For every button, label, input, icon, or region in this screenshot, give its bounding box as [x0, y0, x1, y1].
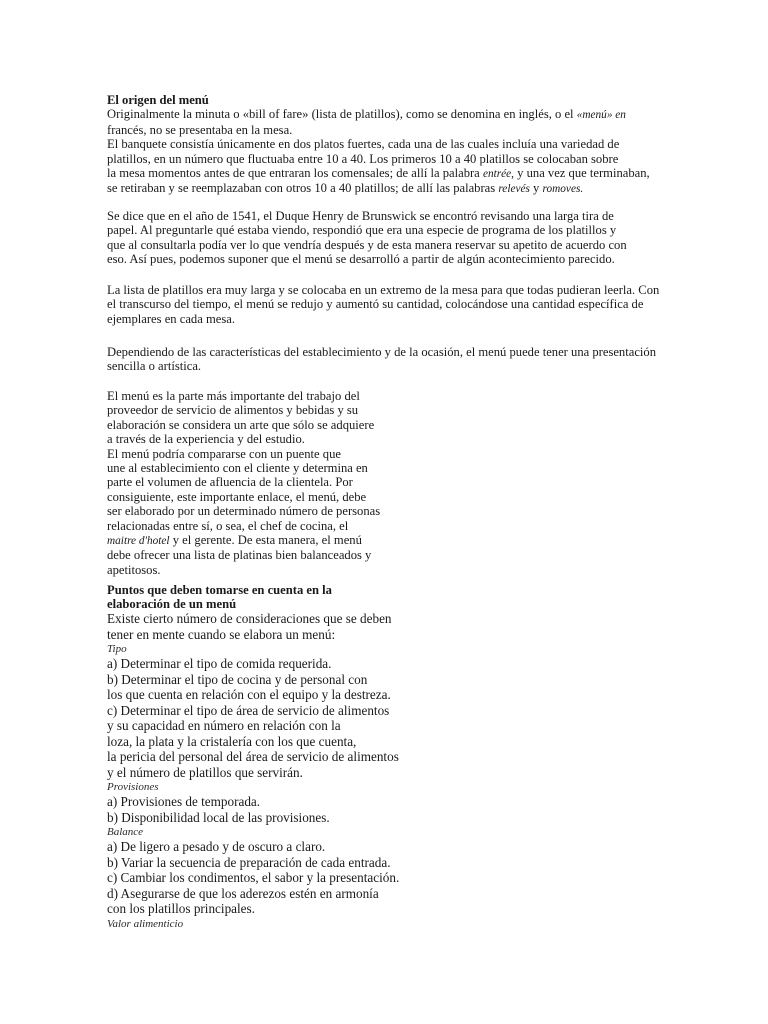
- text-run: y el gerente. De esta manera, el menú: [169, 533, 362, 548]
- text-line: Existe cierto número de consideraciones que se deben: [107, 611, 392, 626]
- text-line: que al consultarla podía ver lo que vendría después y de esta manera reservar su apetito de acuerdo con: [107, 237, 627, 252]
- intro-section: [107, 93, 650, 197]
- italic-run: maitre d'hotel: [107, 535, 170, 548]
- page-title: El origen del menú: [107, 93, 209, 107]
- text-line: [107, 166, 650, 181]
- list-item: con los platillos principales.: [107, 901, 255, 916]
- text-line: debe ofrecer una lista de platinas bien balanceados y: [107, 548, 372, 563]
- text-line: consiguiente, este importante enlace, el menú, debe: [107, 489, 367, 504]
- text-line: francés, no se presentaba en la mesa.: [107, 122, 293, 137]
- italic-run: romoves.: [542, 183, 584, 196]
- text-line: La lista de platillos era muy larga y se colocaba en un extremo de la mesa para que todas pudieran leerla. Con: [107, 283, 660, 297]
- subheading-valor: Valor alimenticio: [107, 917, 184, 930]
- text-line: elaboración se considera un arte que sólo se adquiere: [107, 417, 375, 432]
- text-line: el transcurso del tiempo, el menú se redujo y aumentó su cantidad, colocándose una cantidad específica de: [107, 297, 644, 312]
- text-line: ser elaborado por un determinado número de personas: [107, 504, 381, 519]
- list-item: d) Asegurarse de que los aderezos estén en armonía: [107, 885, 379, 901]
- text-line: relacionadas entre sí, o sea, el chef de cocina, el: [107, 518, 349, 533]
- list-item: y el número de platillos que servirán.: [107, 764, 303, 780]
- list-item: b) Variar la secuencia de preparación de cada entrada.: [107, 854, 391, 870]
- text-run: se retiraban y se reemplazaban con otros 10 a 40 platillos; de allí las palabras: [107, 181, 499, 196]
- text-line: El menú podría compararse con un puente que: [107, 446, 341, 461]
- considerations-section: [107, 611, 399, 931]
- paragraph-importance: [107, 389, 380, 577]
- text-run: la mesa momentos antes de que entraran los comensales; de allí la palabra: [107, 166, 483, 181]
- heading-line: Puntos que deben tomarse en cuenta en la: [107, 583, 332, 597]
- text-line: une al establecimiento con el cliente y determina en: [107, 461, 368, 476]
- list-item: a) De ligero a pesado y de oscuro a claro.: [107, 839, 326, 854]
- text-line: [107, 107, 650, 122]
- list-item: c) Cambiar los condimentos, el sabor y la presentación.: [107, 870, 400, 885]
- text-run: Originalmente la minuta o «bill of fare» (lista de platillos), como se denomina en inglés, o el: [107, 107, 577, 122]
- text-line: a través de la experiencia y del estudio.: [107, 432, 305, 447]
- text-line: El menú es la parte más importante del trabajo del: [107, 389, 360, 403]
- text-line: apetitosos.: [107, 562, 161, 577]
- list-item: la pericia del personal del área de servicio de alimentos: [107, 749, 399, 764]
- text-line: sencilla o artística.: [107, 359, 202, 374]
- italic-run: «menú» en: [576, 109, 626, 122]
- text-line: [107, 181, 650, 196]
- paragraph-duke: [107, 209, 627, 267]
- paragraph-list: [107, 283, 659, 326]
- section-heading: [107, 583, 332, 612]
- subheading-provisiones: Provisiones: [107, 781, 159, 793]
- text-run: y: [529, 181, 543, 196]
- text-line: proveedor de servicio de alimentos y bebidas y su: [107, 403, 359, 418]
- paragraph-presentation: [107, 345, 656, 374]
- text-line: tener en mente cuando se elabora un menú:: [107, 626, 336, 642]
- list-item: a) Determinar el tipo de comida requerida.: [107, 656, 332, 671]
- text-line: [107, 533, 380, 548]
- list-item: b) Disponibilidad local de las provisiones.: [107, 809, 330, 825]
- italic-run: entrée,: [482, 168, 514, 181]
- subheading-balance: Balance: [107, 826, 144, 838]
- text-run: y una vez que terminaban,: [514, 166, 650, 181]
- list-item: y su capacidad en número en relación con la: [107, 718, 341, 733]
- text-line: eso. Así pues, podemos suponer que el menú se desarrolló a partir de algún acontecimiento parecido.: [107, 252, 615, 267]
- text-line: papel. Al preguntarle qué estaba viendo, respondió que era una especie de programa de los platillos y: [107, 223, 617, 238]
- subheading-tipo: Tipo: [107, 643, 127, 655]
- list-item: los que cuenta en relación con el equipo y la destreza.: [107, 687, 391, 702]
- list-item: b) Determinar el tipo de cocina y de personal con: [107, 671, 368, 687]
- text-line: Se dice que en el año de 1541, el Duque Henry de Brunswick se encontró revisando una larga tira de: [107, 209, 614, 223]
- list-item: a) Provisiones de temporada.: [107, 794, 261, 809]
- italic-run: relevés: [498, 183, 530, 196]
- text-line: platillos, en un número que fluctuaba entre 10 a 40. Los primeros 10 a 40 platillos se colocaban sobre: [107, 151, 619, 166]
- text-line: parte el volumen de afluencia de la clientela. Por: [107, 475, 353, 490]
- heading-line: elaboración de un menú: [107, 597, 237, 612]
- list-item: c) Determinar el tipo de área de servicio de alimentos: [107, 702, 390, 718]
- text-line: Dependiendo de las características del establecimiento y de la ocasión, el menú puede tener una presentación: [107, 345, 656, 359]
- text-line: El banquete consistía únicamente en dos platos fuertes, cada una de las cuales incluía una variedad de: [107, 137, 620, 152]
- text-line: ejemplares en cada mesa.: [107, 311, 235, 326]
- list-item: loza, la plata y la cristalería con los que cuenta,: [107, 733, 357, 749]
